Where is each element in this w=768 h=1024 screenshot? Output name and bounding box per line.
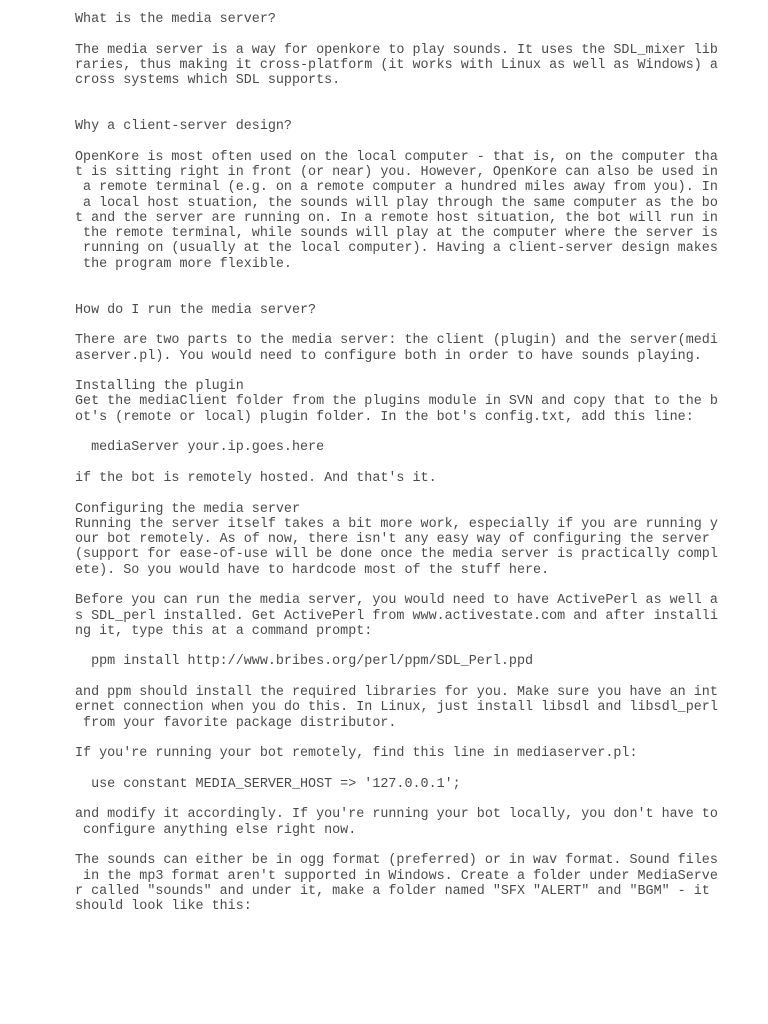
- document-line: How do I run the media server?: [75, 302, 317, 318]
- document-line: [75, 104, 675, 119]
- document-line: t is sitting right in front (or near) you. However, OpenKore can also be used in: [75, 164, 718, 180]
- document-line: [75, 578, 675, 593]
- document-line: If you're running your bot remotely, find this line in mediaserver.pl:: [75, 746, 638, 762]
- document-line: and ppm should install the required libraries for you. Make sure you have an int: [75, 685, 718, 701]
- document-line: aserver.pl). You would need to configure both in order to have sounds playing.: [75, 348, 702, 364]
- document-line: running on (usually at the local computer). Having a client-server design makes: [75, 241, 718, 257]
- document-line: The sounds can either be in ogg format (preferred) or in wav format. Sound files: [75, 853, 718, 869]
- document-line: ng it, type this at a command prompt:: [75, 623, 373, 639]
- document-line: ernet connection when you do this. In Linux, just install libsdl and libsdl_perl: [75, 700, 718, 716]
- document-line: mediaServer your.ip.goes.here: [75, 440, 325, 456]
- document-line: ot's (remote or local) plugin folder. In the bot's config.txt, add this line:: [75, 409, 694, 425]
- document-line: use constant MEDIA_SERVER_HOST => '127.0.0.1';: [75, 776, 461, 792]
- document-line: t and the server are running on. In a remote host situation, the bot will run in: [75, 210, 718, 226]
- document-line: s SDL_perl installed. Get ActivePerl from www.activestate.com and after installi: [75, 608, 718, 624]
- document-line: There are two parts to the media server: the client (plugin) and the server(medi: [75, 333, 718, 349]
- document-line: Installing the plugin: [75, 379, 244, 395]
- document-line: [75, 272, 675, 287]
- document-line: The media server is a way for openkore to play sounds. It uses the SDL_mixer lib: [75, 42, 718, 58]
- document-line: What is the media server?: [75, 12, 276, 27]
- document-line: [75, 838, 675, 853]
- document-line: [75, 425, 675, 440]
- document-line: OpenKore is most often used on the local computer - that is, on the computer tha: [75, 149, 718, 165]
- document-line: [75, 287, 675, 302]
- document-line: a remote terminal (e.g. on a remote computer a hundred miles away from you). In: [75, 180, 718, 196]
- document-line: a local host stuation, the sounds will play through the same computer as the bo: [75, 195, 718, 211]
- document-line: [75, 318, 675, 333]
- document-line: and modify it accordingly. If you're running your bot locally, you don't have to: [75, 807, 718, 823]
- document-line: [75, 364, 675, 379]
- document-line: ppm install http://www.bribes.org/perl/ppm/SDL_Perl.ppd: [75, 654, 534, 670]
- document-line: [75, 639, 675, 654]
- document-line: from your favorite package distributor.: [75, 715, 397, 731]
- document-line: [75, 670, 675, 685]
- document-line: cross systems which SDL supports.: [75, 73, 341, 89]
- document-line: r called "sounds" and under it, make a folder named "SFX "ALERT" and "BGM" - it: [75, 883, 710, 899]
- document-body: [75, 12, 718, 915]
- document-line: the program more flexible.: [75, 256, 292, 272]
- document-line: [75, 486, 675, 501]
- document-line: configure anything else right now.: [75, 822, 357, 838]
- document-line: [75, 88, 675, 103]
- document-line: the remote terminal, while sounds will play at the computer where the server is: [75, 226, 718, 242]
- document-line: [75, 762, 675, 777]
- document-line: [75, 134, 675, 149]
- document-line: raries, thus making it cross-platform (it works with Linux as well as Windows) a: [75, 57, 718, 73]
- document-line: [75, 792, 675, 807]
- document-line: Configuring the media server: [75, 501, 300, 517]
- document-line: [75, 731, 675, 746]
- document-line: ete). So you would have to hardcode most of the stuff here.: [75, 562, 550, 578]
- document-line: [75, 456, 675, 471]
- document-line: Running the server itself takes a bit more work, especially if you are running y: [75, 516, 718, 532]
- document-line: Before you can run the media server, you would need to have ActivePerl as well a: [75, 593, 718, 609]
- document-line: in the mp3 format aren't supported in Windows. Create a folder under MediaServe: [75, 868, 718, 884]
- document-line: (support for ease-of-use will be done once the media server is practically compl: [75, 547, 718, 563]
- document-line: Why a client-server design?: [75, 119, 292, 135]
- document-line: if the bot is remotely hosted. And that's it.: [75, 470, 437, 486]
- document-line: our bot remotely. As of now, there isn't any easy way of configuring the server: [75, 532, 710, 548]
- document-line: [75, 27, 675, 42]
- document-line: should look like this:: [75, 899, 252, 915]
- document-line: Get the mediaClient folder from the plugins module in SVN and copy that to the b: [75, 394, 718, 410]
